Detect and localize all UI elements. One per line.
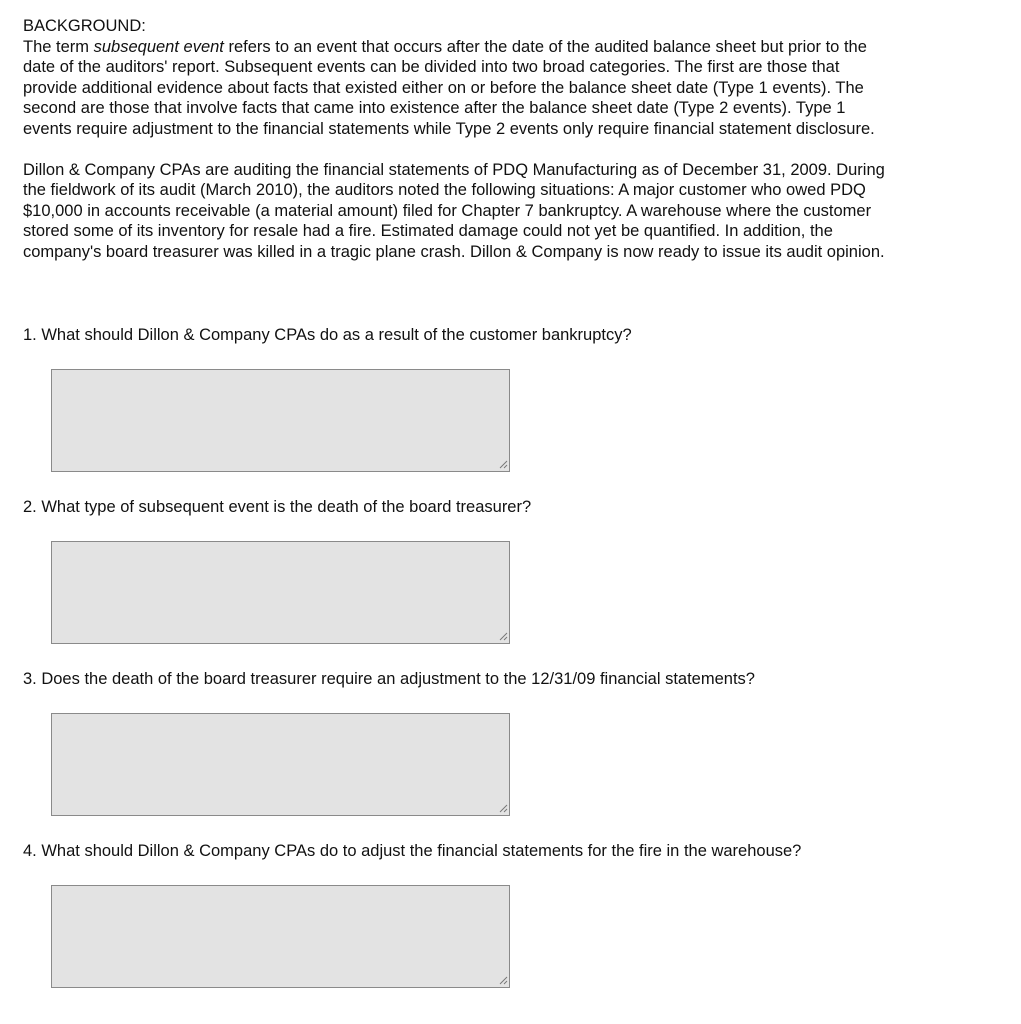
background-paragraph-1 — [23, 37, 893, 140]
answer-field-4[interactable] — [51, 885, 510, 988]
paragraph-1-rest: refers to an event that occurs after the date of the audited balance sheet but prior to the date of the auditors' report. Subsequent events can be divided into two broad categories. The first are those that provide additional evidence about facts that existed either on or before the balance sheet date (Type 1 events). The second are those that involve facts that came into existence after the balance sheet date (Type 2 events). Type 1 events require adjustment to the financial statements while Type 2 events only require financial statement disclosure. — [23, 37, 875, 138]
paragraph-1-start: The term — [23, 37, 94, 56]
background-heading: BACKGROUND: — [23, 17, 146, 35]
answer-field-2[interactable] — [51, 541, 510, 644]
resize-grip-icon[interactable] — [499, 460, 508, 469]
answer-field-3[interactable] — [51, 713, 510, 816]
term-subsequent-event: subsequent event — [93, 37, 224, 56]
background-paragraph-2: Dillon & Company CPAs are auditing the financial statements of PDQ Manufacturing as of December 31, 2009. During the fieldwork of its audit (March 2010), the auditors noted the following situations: A major customer who owed PDQ $10,000 in accounts receivable (a material amount) filed for Chapter 7 bankruptcy. A warehouse where the customer stored some of its inventory for resale had a fire. Estimated damage could not yet be quantified. In addition, the company's board treasurer was killed in a tragic plane crash. Dillon & Company is now ready to issue its audit opinion. — [23, 160, 885, 261]
resize-grip-icon[interactable] — [499, 804, 508, 813]
resize-grip-icon[interactable] — [499, 632, 508, 641]
answer-field-1[interactable] — [51, 369, 510, 472]
question-4: 4. What should Dillon & Company CPAs do to adjust the financial statements for the fire in the warehouse? — [23, 842, 802, 860]
question-3: 3. Does the death of the board treasurer require an adjustment to the 12/31/09 financial statements? — [23, 670, 755, 688]
question-2: 2. What type of subsequent event is the death of the board treasurer? — [23, 498, 532, 516]
question-1: 1. What should Dillon & Company CPAs do as a result of the customer bankruptcy? — [23, 326, 632, 344]
resize-grip-icon[interactable] — [499, 976, 508, 985]
background-section — [23, 16, 893, 263]
